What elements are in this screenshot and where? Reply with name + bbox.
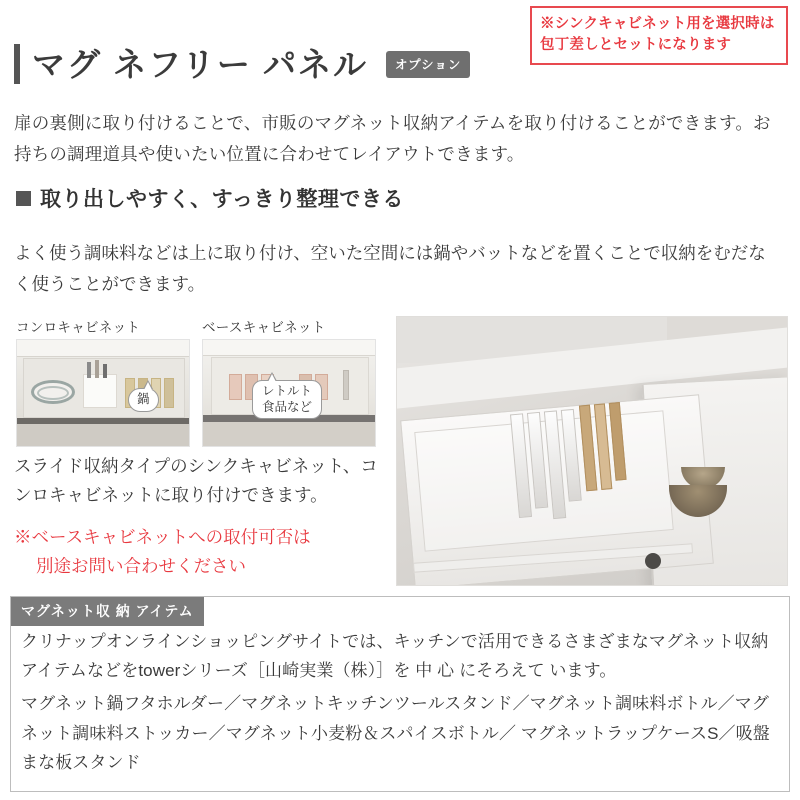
thumbnail-caption: コンロキャビネット <box>16 320 141 335</box>
magnet-items-body <box>21 627 781 777</box>
callout-nabe-text: 鍋 <box>137 392 150 406</box>
callout-nabe <box>128 388 159 412</box>
callout-retort-text: レトルト食品など <box>261 384 312 414</box>
left-column-note <box>14 523 394 582</box>
title-text: マグ ネフリー パネル <box>32 45 369 83</box>
left-column-paragraph: スライド収納タイプのシンクキャビネット、コンロキャビネットに取り付けできます。 <box>14 456 378 506</box>
subsection-heading <box>16 183 404 213</box>
magnet-paragraph-1: クリナップオンラインショッピングサイトでは、キッチンで活用できるさまざまなマグネット収納アイテムなどをtowerシリーズ［山崎実業（株）］を 中 心 にそろえて います。 <box>21 632 769 681</box>
subsection-heading-text: 取り出しやすく、すっきり整理できる <box>40 188 404 211</box>
option-badge: オプション <box>386 51 470 78</box>
left-note-line2: 別途お問い合わせください <box>36 556 246 577</box>
thumbnail-group <box>16 316 386 447</box>
callout-retort <box>252 380 322 419</box>
sink-cabinet-notice <box>530 6 788 65</box>
thumbnail-caption: ベースキャビネット <box>202 320 326 335</box>
magnet-items-tag: マグネット収 納 アイテム <box>11 597 204 626</box>
konro-cabinet-photo <box>16 339 190 447</box>
square-bullet-icon <box>16 191 31 206</box>
magnet-paragraph-2: マグネット鍋フタホルダー／マグネットキッチンツールスタンド／マグネット調味料ボトル／マグネット調味料ストッカー／マグネット小麦粉＆スパイスボトル／ マグネットラップケースS／吸盤まな板スタンド <box>21 694 770 772</box>
page-title <box>14 44 470 84</box>
title-accent-bar <box>14 44 20 84</box>
lead-paragraph: 扉の裏側に取り付けることで、市販のマグネット収納アイテムを取り付けることができます。お持ちの調理道具や使いたい位置に合わせてレイアウトできます。 <box>14 113 771 164</box>
drawer-knife-photo <box>396 316 788 586</box>
magnet-items-section <box>10 596 790 792</box>
left-note-line1: ※ベースキャビネットへの取付可否は <box>14 527 311 547</box>
subsection-paragraph: よく使う調味料などは上に取り付け、空いた空間には鍋やバットなどを置くことで収納をむだなく使うことができます。 <box>14 243 766 294</box>
notice-text: ※シンクキャビネット用を選択時は包丁差しとセットになります <box>540 16 775 54</box>
